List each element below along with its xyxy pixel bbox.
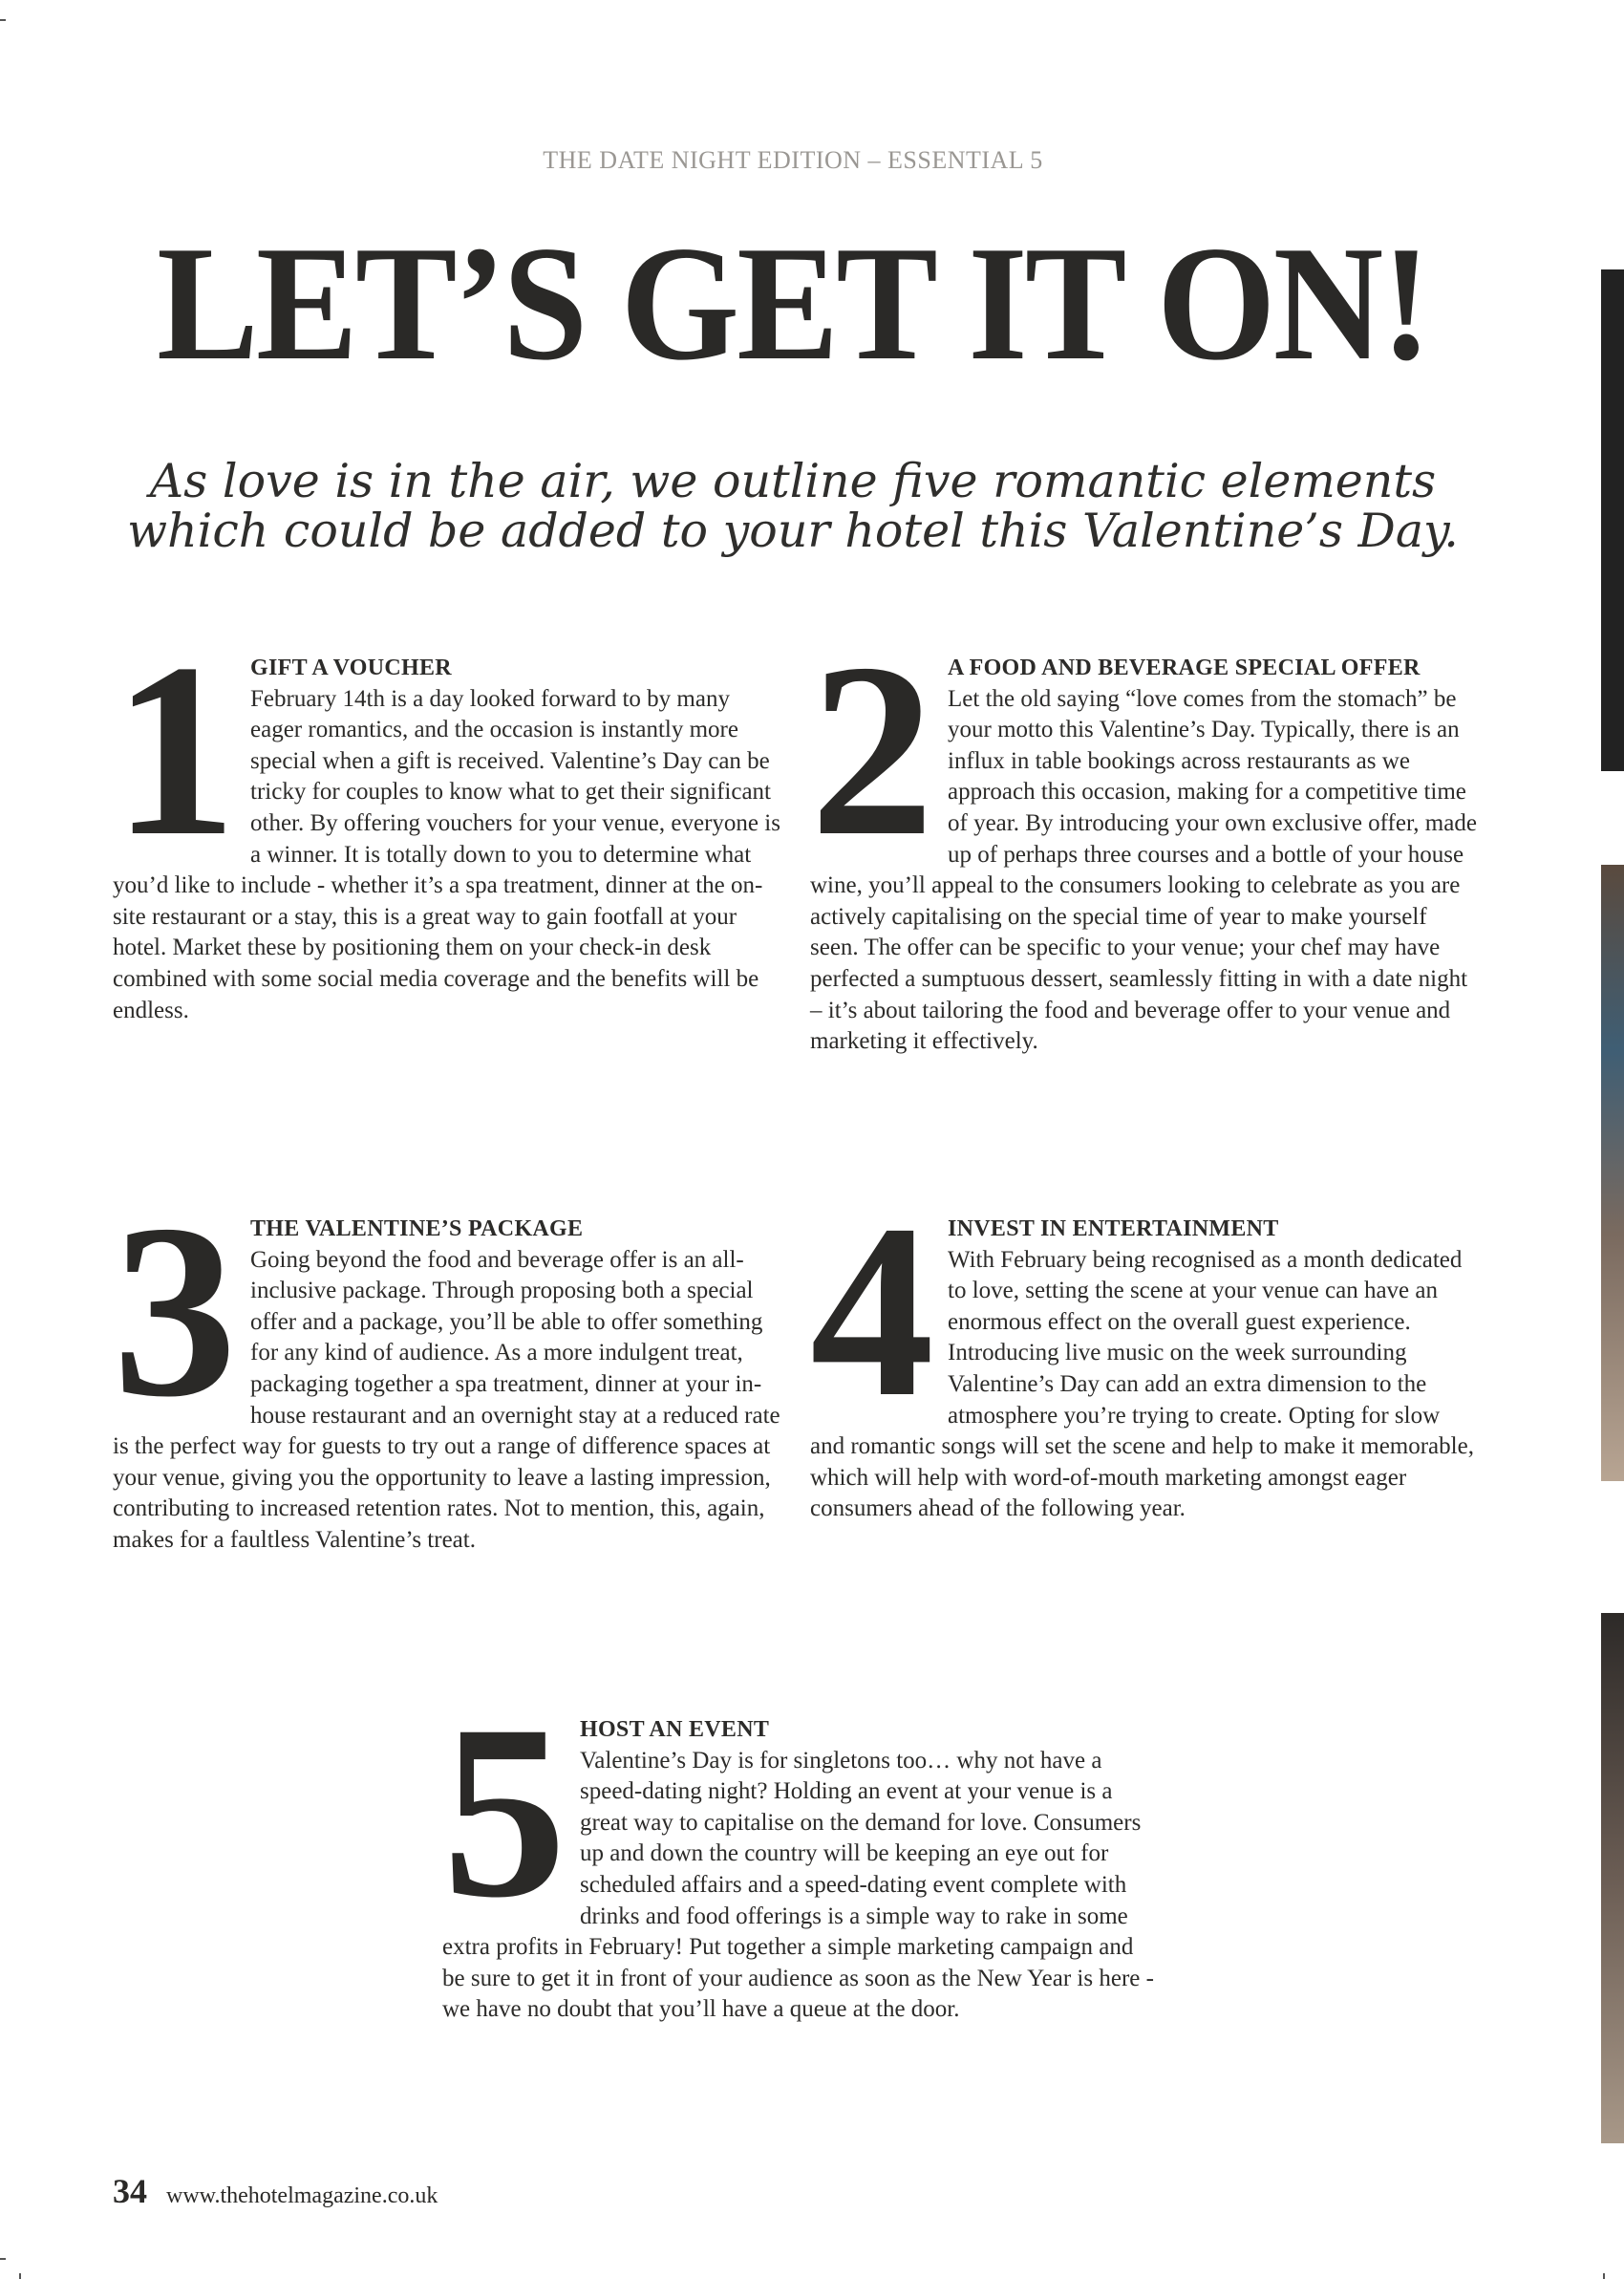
crop-mark — [19, 2273, 21, 2279]
drop-cap-number: 2 — [810, 613, 934, 888]
essential-item-1 — [113, 613, 781, 1026]
page-footer — [113, 2171, 438, 2211]
facing-page-bleed — [1601, 1613, 1624, 2143]
essential-item-4 — [810, 1173, 1479, 1525]
drop-cap-number: 1 — [113, 613, 237, 888]
item-heading: INVEST IN ENTERTAINMENT — [948, 1216, 1279, 1241]
item-body: Let the old saying “love comes from the stomach” be your motto this Valentine’s Day. Typically, there is an influx in table bookings across restaurants as we approach this occasion, making for a competitive time of year. By introducing your own exclusive offer, made up of perhaps three courses and a bottle of your house wine, you’ll appeal to the consumers looking to celebrate as you are actively capitalising on the special time of year to make yourself seen. The offer can be specific to your venue; your chef may have perfected a sumptuous dessert, seamlessly fitting in with a date night – it’s about tailoring the food and beverage offer to your venue and marketing it effectively. — [810, 685, 1477, 1055]
crop-mark — [0, 2258, 6, 2260]
page-number: 34 — [113, 2172, 147, 2210]
item-heading: A FOOD AND BEVERAGE SPECIAL OFFER — [948, 656, 1421, 680]
item-body: February 14th is a day looked forward to by many eager romantics, and the occasion is instantly more special when a gift is received. Valentine’s Day can be tricky for couples to know what to get their significant other. By offering vouchers for your venue, everyone is a winner. It is totally down to you to determine what you’d like to include - whether it’s a spa treatment, dinner at the on-site restaurant or a stay, this is a great way to gain footfall at your hotel. Market these by positioning them on your check-in desk combined with some social media coverage and the benefits will be endless. — [113, 685, 780, 1023]
essential-item-3 — [113, 1173, 781, 1557]
page-title: LET’S GET IT ON! — [157, 213, 1429, 395]
crop-mark — [0, 19, 6, 21]
facing-page-bleed — [1601, 269, 1624, 771]
section-kicker: THE DATE NIGHT EDITION – ESSENTIAL 5 — [543, 146, 1043, 174]
item-heading: GIFT A VOUCHER — [250, 656, 452, 680]
drop-cap-number: 3 — [113, 1173, 237, 1449]
drop-cap-number: 5 — [442, 1674, 566, 1949]
facing-page-bleed — [1601, 865, 1624, 1481]
crop-mark — [1603, 2273, 1605, 2279]
item-heading: HOST AN EVENT — [580, 1717, 770, 1742]
item-body: Going beyond the food and beverage offer is an all-inclusive package. Through proposing both a special offer and a package, you’ll be able to offer something for any kind of audience. As a more indulgent treat, packaging together a spa treatment, dinner at your in-house restaurant and an overnight stay at a reduced rate is the perfect way for guests to try out a range of difference spaces at your venue, giving you the opportunity to leave a lasting impression, contributing to increased retention rates. Not to mention, this, again, makes for a faultless Valentine’s treat. — [113, 1246, 780, 1553]
standfirst: As love is in the air, we outline five romantic elements which could be added to your hotel this Valentine’s Day. — [127, 454, 1459, 559]
item-body: Valentine’s Day is for singletons too… why not have a speed-dating night? Holding an event at your venue is a great way to capitalise on the demand for love. Consumers up and down the country will be keeping an eye out for scheduled affairs and a speed-dating event complete with drinks and food offerings is a simple way to rake in some extra profits in February! Put together a simple marketing campaign and be sure to get it in front of your audience as soon as the New Year is here - we have no doubt that you’ll have a queue at the door. — [442, 1747, 1154, 2023]
drop-cap-number: 4 — [810, 1173, 934, 1449]
item-heading: THE VALENTINE’S PACKAGE — [250, 1216, 584, 1241]
website-url: www.thehotelmagazine.co.uk — [166, 2183, 438, 2208]
item-body: With February being recognised as a month dedicated to love, setting the scene at your venue can have an enormous effect on the overall guest experience. Introducing live music on the week surrounding Valentine’s Day can add an extra dimension to the atmosphere you’re trying to create. Opting for slow and romantic songs will set the scene and help to make it memorable, which will help with word-of-mouth marketing amongst eager consumers ahead of the following year. — [810, 1246, 1474, 1522]
essential-item-2 — [810, 613, 1479, 1058]
essential-item-5 — [442, 1674, 1157, 2026]
